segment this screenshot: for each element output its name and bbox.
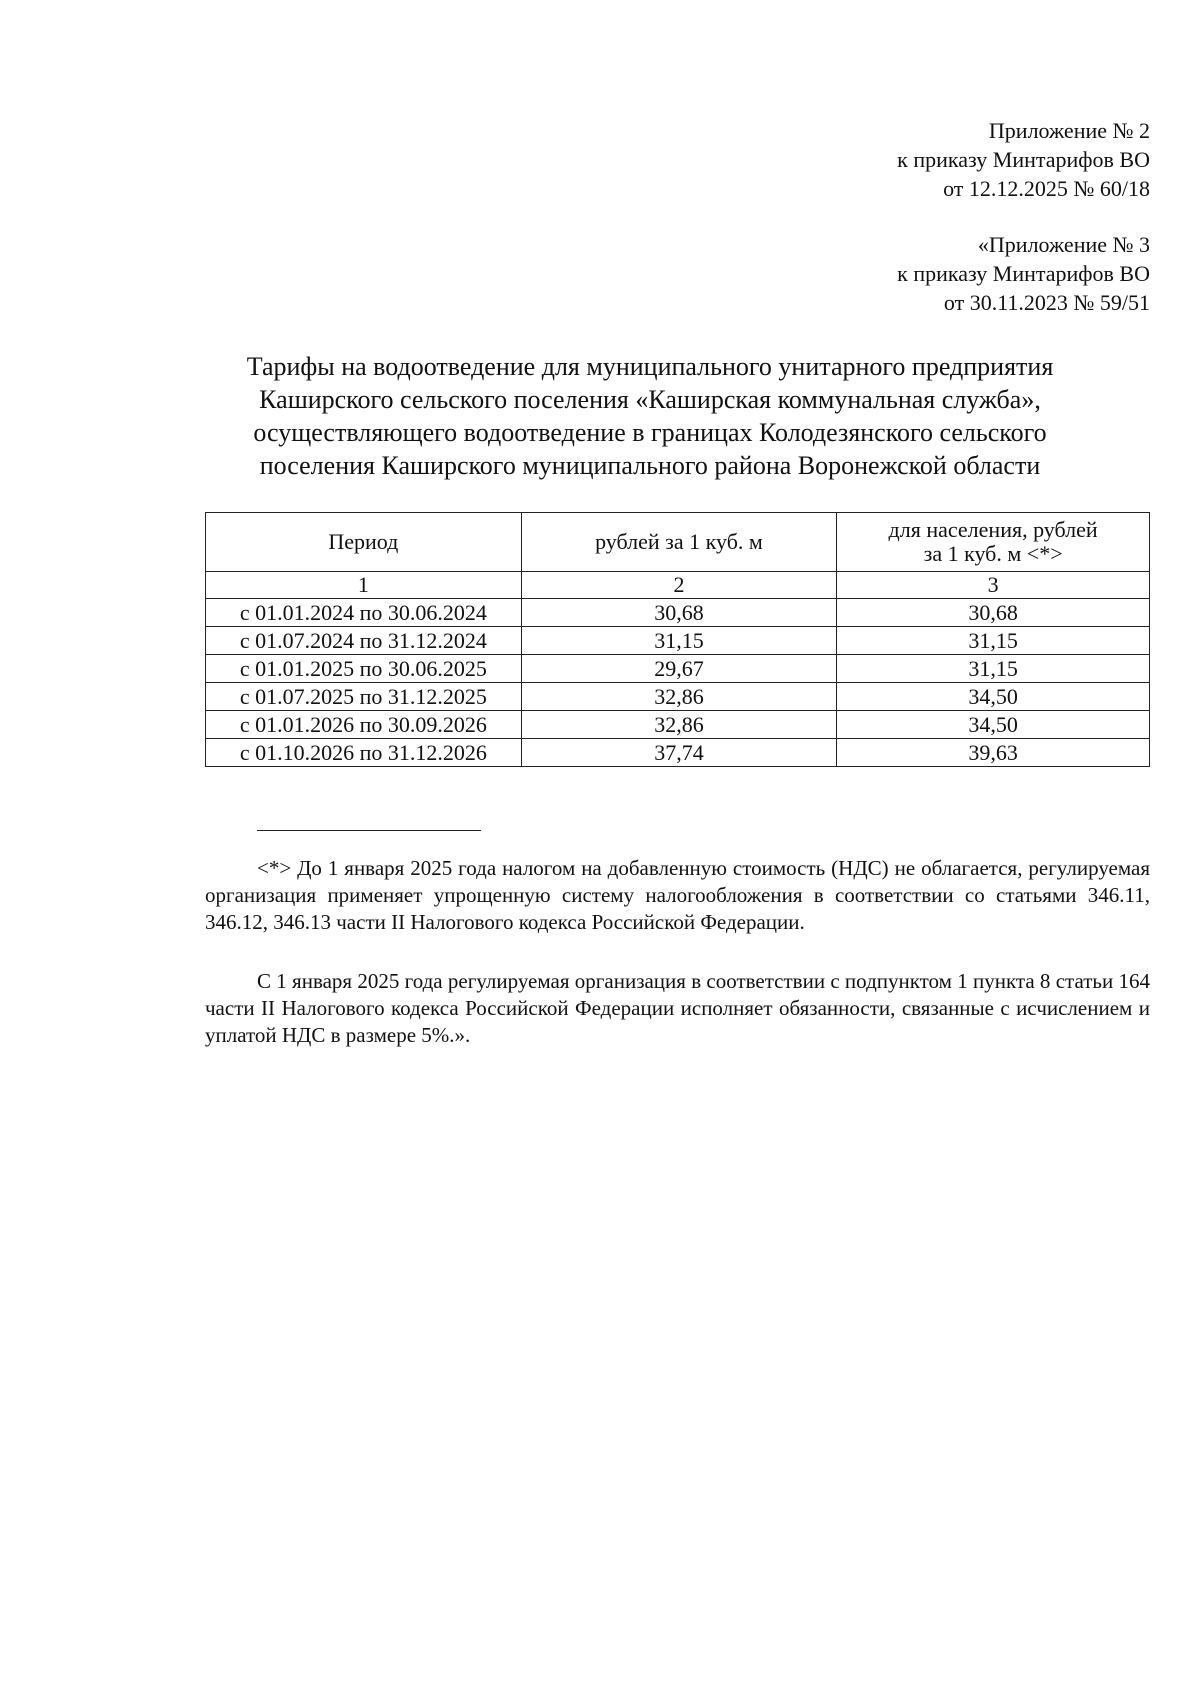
table-row	[206, 739, 1150, 767]
table-row	[206, 599, 1150, 627]
order-date: от 12.12.2025 № 60/18	[943, 176, 1150, 201]
header-population-line: за 1 куб. м <*>	[923, 541, 1063, 566]
period-cell: с 01.01.2026 по 30.09.2026	[206, 711, 522, 739]
footnote-divider	[257, 830, 481, 831]
appendix-number: Приложение № 2	[988, 118, 1150, 143]
tariff-table	[205, 512, 1150, 767]
population-cell: 31,15	[837, 655, 1150, 683]
population-cell: 30,68	[837, 599, 1150, 627]
table-row	[206, 711, 1150, 739]
amended-appendix-number: «Приложение № 3	[977, 232, 1150, 257]
order-reference: к приказу Минтарифов ВО	[897, 147, 1150, 172]
footnote-vat-from-2025: С 1 января 2025 года регулируемая организация в соответствии с подпунктом 1 пункта 8 статьи 164 части II Налогового кодекса Российской Федерации исполняет обязанности, связанные с исчислением и уплатой НДС в размере 5%.».	[205, 969, 1150, 1047]
population-cell: 31,15	[837, 627, 1150, 655]
appendix-reference	[897, 116, 1150, 203]
period-cell: с 01.01.2024 по 30.06.2024	[206, 599, 522, 627]
period-cell: с 01.07.2024 по 31.12.2024	[206, 627, 522, 655]
table-row	[206, 655, 1150, 683]
rub-cell: 32,86	[521, 711, 837, 739]
rub-cell: 30,68	[521, 599, 837, 627]
population-cell: 39,63	[837, 739, 1150, 767]
rub-cell: 31,15	[521, 627, 837, 655]
amended-order-date: от 30.11.2023 № 59/51	[943, 290, 1150, 315]
footnote-vat-exemption: <*> До 1 января 2025 года налогом на добавленную стоимость (НДС) не облагается, регулируемая организация применяет упрощенную систему налогообложения в соответствии со статьями 346.11, 346.12, 346.13 части II Налогового кодекса Российской Федерации.	[205, 856, 1150, 934]
header-population-line: для населения, рублей	[888, 517, 1098, 542]
title-line: поселения Каширского муниципального района Воронежской области	[259, 451, 1041, 480]
table-row	[206, 683, 1150, 711]
rub-cell: 29,67	[521, 655, 837, 683]
period-cell: с 01.10.2026 по 31.12.2026	[206, 739, 522, 767]
column-number: 3	[837, 572, 1150, 599]
period-cell: с 01.07.2025 по 31.12.2025	[206, 683, 522, 711]
title-line: Каширского сельского поселения «Каширская коммунальная служба»,	[259, 385, 1041, 414]
header-rub-per-m3: рублей за 1 куб. м	[521, 513, 837, 572]
title-line: Тарифы на водоотведение для муниципального унитарного предприятия	[246, 352, 1054, 381]
rub-cell: 37,74	[521, 739, 837, 767]
document-title	[180, 350, 1120, 482]
column-number: 2	[521, 572, 837, 599]
table-header-row	[206, 513, 1150, 572]
amended-appendix-reference	[897, 230, 1150, 317]
title-line: осуществляющего водоотведение в границах Колодезянского сельского	[253, 418, 1047, 447]
header-period: Период	[206, 513, 522, 572]
header-population-rate	[837, 513, 1150, 572]
table-row	[206, 627, 1150, 655]
period-cell: с 01.01.2025 по 30.06.2025	[206, 655, 522, 683]
population-cell: 34,50	[837, 683, 1150, 711]
column-number: 1	[206, 572, 522, 599]
population-cell: 34,50	[837, 711, 1150, 739]
amended-order-reference: к приказу Минтарифов ВО	[897, 261, 1150, 286]
column-number-row	[206, 572, 1150, 599]
rub-cell: 32,86	[521, 683, 837, 711]
